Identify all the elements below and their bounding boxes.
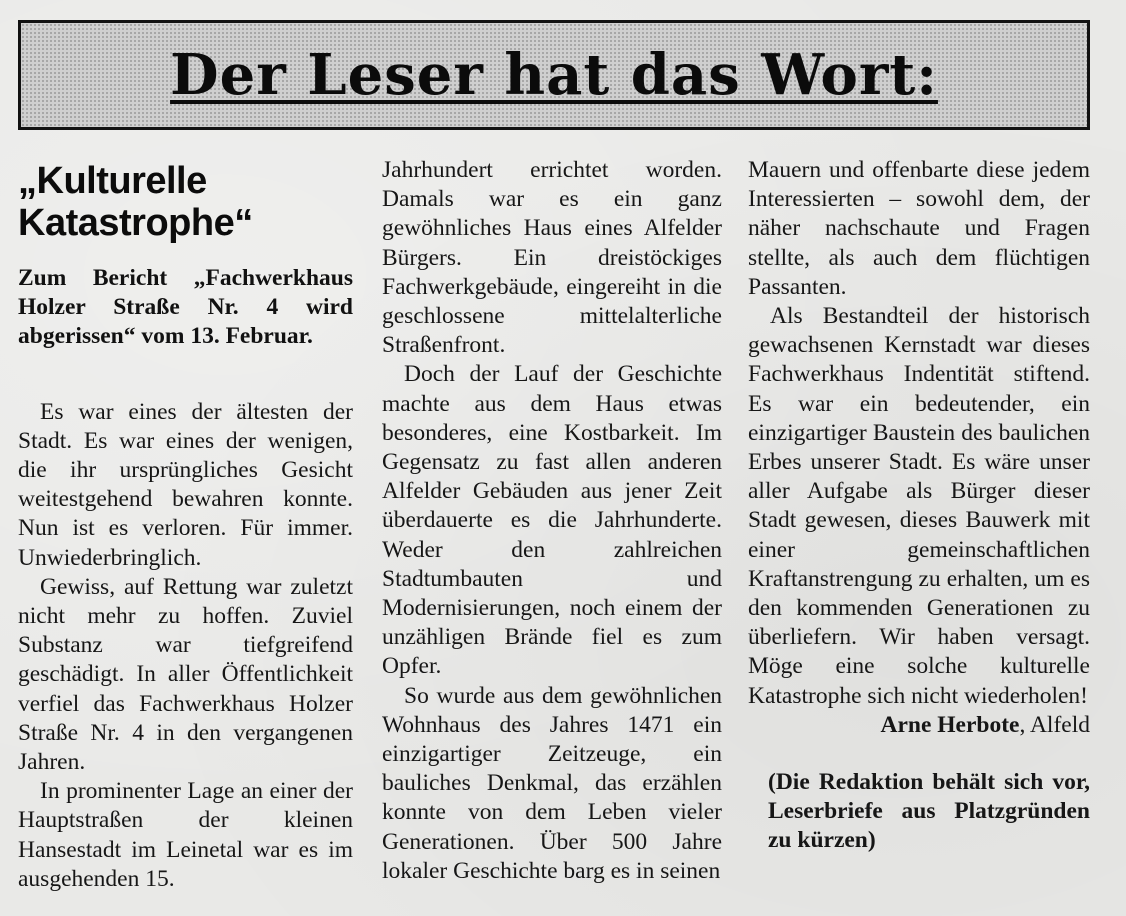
author-signature [748,711,1090,740]
article-column-1 [18,150,353,894]
section-title: Der Leser hat das Wort: [170,42,938,108]
editor-note: (Die Redaktion behält sich vor, Leserbriefe aus Platzgründen zu kürzen) [768,769,1090,854]
article-headline [18,160,353,244]
section-header-box [18,20,1090,130]
paragraph: In prominenter Lage an einer der Hauptstraßen der kleinen Hansestadt im Leinetal war es im ausgehenden 15. [18,778,353,892]
paragraph: Mauern und offenbarte diese jedem Interessierten – sowohl dem, der näher nachschaute und Fragen stellte, als auch dem flüchtigen Passanten. [748,157,1090,300]
paragraph: Doch der Lauf der Geschichte machte aus dem Haus etwas besonderes, eine Kostbarkeit. Im Gegensatz zu fast allen anderen Alfelder Gebäuden aus jener Zeit überdauerte es die Jahrhunderte. Weder den zahlreichen Stadtumbauten und Modernisierungen, noch einem der unzähligen Brände fiel es zum Opfer. [382,361,722,680]
headline-line-1: „Kulturelle [18,160,207,202]
author-place: , Alfeld [1019,711,1090,738]
paragraph: So wurde aus dem gewöhnlichen Wohnhaus des Jahres 1471 ein einzigartiger Zeitzeuge, ein bauliches Denkmal, das erzählen konnte von dem Leben vieler Generationen. Über 500 Jahre lokaler Geschichte barg es in seinen [382,682,722,884]
paragraph: Als Bestandteil der historisch gewachsenen Kernstadt war dieses Fachwerkhaus Indentität stiftend. Es war ein bedeutender, ein einzigartiger Baustein des baulichen Erbes unserer Stadt. Es wäre unser aller Aufgabe als Bürger dieser Stadt gewesen, dieses Bauwerk mit einer gemeinschaftlichen Kraftanstrengung zu erhalten, um es den kommenden Generationen zu überliefern. Wir haben versagt. Möge eine solche kulturelle Katastrophe sich nicht wiederholen! [748,303,1090,709]
author-name: Arne Herbote [880,711,1020,738]
article-column-3 [748,156,1090,856]
paragraph: Gewiss, auf Rettung war zuletzt nicht mehr zu hoffen. Zuviel Substanz war tiefgreifend geschädigt. In aller Öffentlichkeit verfiel das Fachwerkhaus Holzer Straße Nr. 4 in den vergangenen Jahren. [18,573,353,776]
paragraph: Jahrhundert errichtet worden. Damals war es ein ganz gewöhnliches Haus eines Alfelder Bürgers. Ein dreistöckiges Fachwerkgebäude, eingereiht in die geschlossene mittelalterliche Straßenfront. [382,157,722,359]
article-column-2 [382,156,722,886]
paragraph: Es war eines der ältesten der Stadt. Es war eines der wenigen, die ihr ursprüngliches Gesicht weitestgehend bewahren konnte. Nun ist es verloren. Für immer. Unwiederbringlich. [18,398,353,571]
headline-line-2: Katastrophe“ [18,202,253,244]
article-subhead: Zum Bericht „Fachwerkhaus Holzer Straße Nr. 4 wird abgerissen“ vom 13. Februar. [18,265,353,350]
